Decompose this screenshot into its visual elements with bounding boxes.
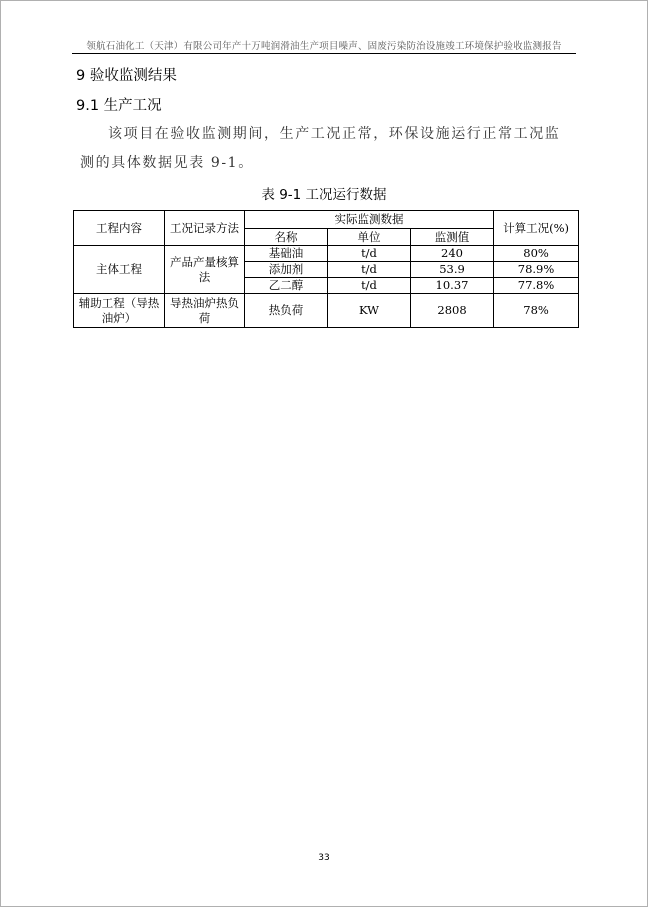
row-value: 240 <box>411 246 494 262</box>
section-heading: 9 验收监测结果 <box>76 68 177 84</box>
operating-conditions-table <box>73 210 579 328</box>
running-header: 领航石油化工（天津）有限公司年产十万吨润滑油生产项目噪声、固废污染防治设施竣工环境保护验收监测报告 <box>86 41 562 52</box>
row-name: 基础油 <box>245 246 328 262</box>
row-rate: 78.9% <box>494 262 579 278</box>
row-unit: KW <box>328 294 411 328</box>
body-paragraph: 该项目在验收监测期间，生产工况正常，环保设施运行正常工况监测的具体数据见表 9-1。 <box>80 126 561 171</box>
row-name: 添加剂 <box>245 262 328 278</box>
row-value: 53.9 <box>411 262 494 278</box>
group-method: 导热油炉热负荷 <box>165 294 245 328</box>
subsection-heading: 9.1 生产工况 <box>76 98 162 114</box>
row-rate: 77.8% <box>494 278 579 294</box>
table-row <box>74 294 579 328</box>
header-rate: 计算工况(%) <box>494 211 579 246</box>
group-content: 主体工程 <box>74 246 165 294</box>
row-unit: t/d <box>328 246 411 262</box>
header-content: 工程内容 <box>74 211 165 246</box>
row-name: 热负荷 <box>245 294 328 328</box>
row-unit: t/d <box>328 278 411 294</box>
table-header-row <box>74 211 579 229</box>
row-rate: 78% <box>494 294 579 328</box>
table-caption: 表 9-1 工况运行数据 <box>261 187 387 203</box>
header-unit: 单位 <box>328 229 411 246</box>
row-name: 乙二醇 <box>245 278 328 294</box>
page-number: 33 <box>318 853 330 863</box>
group-method: 产品产量核算法 <box>165 246 245 294</box>
row-value: 2808 <box>411 294 494 328</box>
table-row <box>74 246 579 262</box>
row-rate: 80% <box>494 246 579 262</box>
header-method: 工况记录方法 <box>165 211 245 246</box>
row-value: 10.37 <box>411 278 494 294</box>
header-rule <box>72 53 576 54</box>
header-value: 监测值 <box>411 229 494 246</box>
row-unit: t/d <box>328 262 411 278</box>
group-content: 辅助工程（导热油炉） <box>74 294 165 328</box>
header-monitoring: 实际监测数据 <box>245 211 494 229</box>
header-name: 名称 <box>245 229 328 246</box>
